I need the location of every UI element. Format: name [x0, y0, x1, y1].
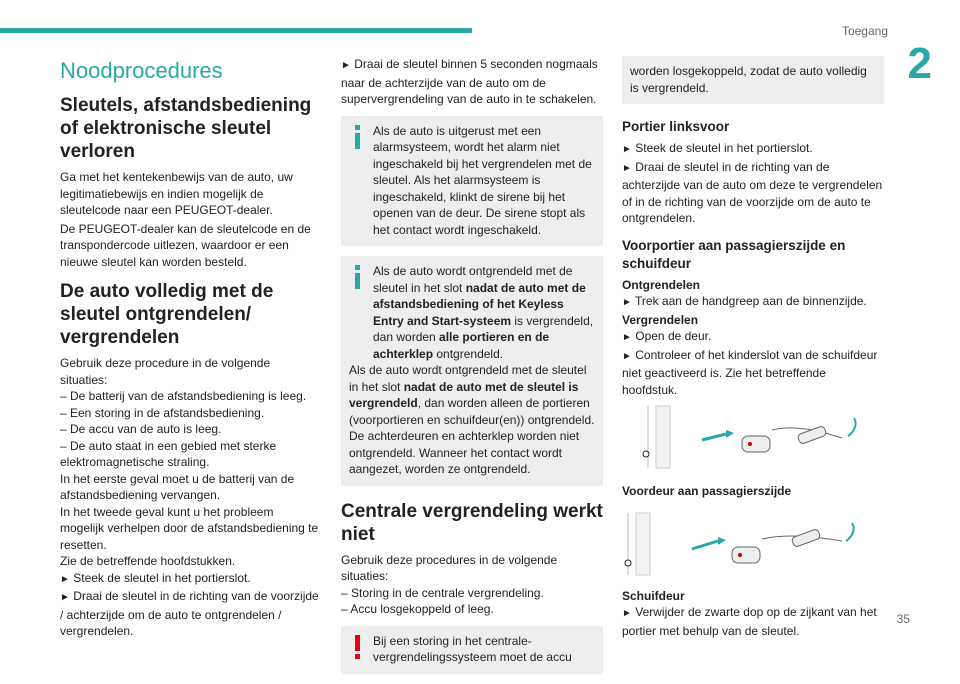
step: ► Steek de sleutel in het portierslot. — [622, 141, 813, 155]
arrow-icon: ► — [60, 592, 70, 603]
arrow-icon: ► — [60, 573, 70, 585]
step: ► Controleer of het kinderslot van de schuifdeur niet geactiveerd is. Zie het betreffende hoofdstuk. — [622, 347, 878, 397]
arrow-icon: ► — [622, 297, 632, 308]
paragraph: Gebruik deze procedures in de volgende situaties: — [341, 552, 558, 583]
column-2 — [341, 56, 603, 684]
header-accent-bar — [0, 28, 472, 33]
step: ► Open de deur. — [622, 329, 712, 343]
subheading: Vergrendelen — [622, 312, 699, 327]
heading-passenger-door: Voorportier aan passagierszijde en schuifdeur — [622, 237, 846, 271]
list-item: – Storing in de centrale vergrendeling. — [341, 585, 544, 600]
paragraph: Ga met het kentekenbewijs van de auto, uw legitimatiebewijs en indien mogelijk de sleutelcode naar een PEUGEOT-dealer. — [60, 170, 293, 217]
paragraph: In het eerste geval moet u de batterij van de afstandsbediening vervangen. — [60, 471, 295, 502]
sliding-door-illustration — [622, 511, 862, 577]
subheading: Schuifdeur — [622, 588, 685, 603]
arrow-icon: ► — [622, 332, 632, 343]
info-icon — [349, 265, 367, 289]
heading-lock-with-key: De auto volledig met de sleutel ontgrendelen/ vergrendelen — [60, 281, 274, 348]
info-note-text: De achterdeuren en achterklep worden niet ontgrendeld. Wanneer het contact wordt aangezet, worden ze ontgrendeld. — [349, 429, 580, 476]
warning-note-continued — [622, 56, 884, 104]
list-item: – De batterij van de afstandsbediening is leeg. — [60, 389, 307, 403]
paragraph: De PEUGEOT-dealer kan de sleutelcode en de transpondercode uitlezen, waardoor er een nieuwe sleutel kan worden besteld. — [60, 221, 311, 269]
page-number: 35 — [896, 612, 910, 626]
heading-left-front-door: Portier linksvoor — [622, 119, 730, 134]
heading-lost-keys: Sleutels, afstandsbediening of elektronische sleutel verloren — [60, 95, 312, 162]
arrow-icon: ► — [341, 60, 351, 71]
list-item: – De auto staat in een gebied met sterke elektromagnetische straling. — [60, 438, 277, 469]
paragraph: Gebruik deze procedure in de volgende situaties: — [60, 356, 271, 387]
step: ► Draai de sleutel in de richting van de achterzijde van de auto om deze te vergrendelen of in de richting van de voorzijde om de auto te ontgrendelen. — [622, 159, 883, 225]
arrow-icon: ► — [622, 144, 632, 155]
list-item: – Accu losgekoppeld of leeg. — [341, 602, 494, 616]
warning-note-text: Bij een storing in het centrale-vergrendelingssysteem moet de accu — [373, 633, 572, 664]
arrow-icon: ► — [622, 350, 632, 362]
step: ► Steek de sleutel in het portierslot. — [60, 570, 251, 585]
info-note-text: Als de auto is uitgerust met een alarmsysteem, wordt het alarm niet ingeschakeld bij het vergrendelen met de sleutel. Als het alarmsysteem is ingeschakeld, klinkt de sirene bij het openen van de deur. De sirene stopt als het contact wordt ingeschakeld. — [373, 123, 592, 237]
info-note-text: Als de auto wordt ontgrendeld met de sleutel in het slot nadat de auto met de sleutel is vergrendeld, dan worden alleen de portieren (voorportieren en schuifdeur(en)) ontgrendeld. — [349, 363, 595, 427]
door-lock-illustration — [622, 404, 862, 470]
subheading: Ontgrendelen — [622, 277, 701, 292]
list-item: – Een storing in de afstandsbediening. — [60, 405, 265, 420]
step: ► Draai de sleutel binnen 5 seconden nogmaals naar de achterzijde van de auto om de supervergrendeling van de auto in te schakelen. — [341, 57, 598, 106]
arrow-icon: ► — [622, 162, 632, 174]
paragraph: Zie de betreffende hoofdstukken. — [60, 554, 236, 568]
warning-note-text: worden losgekoppeld, zodat de auto volledig is vergrendeld. — [630, 64, 867, 95]
heading-central-locking: Centrale vergrendeling werkt niet — [341, 500, 603, 545]
column-3 — [622, 56, 884, 639]
step: ► Trek aan de handgreep aan de binnenzijde. — [622, 294, 867, 308]
step: ► Verwijder de zwarte dop op de zijkant van het portier met behulp van de sleutel. — [622, 605, 877, 638]
page-title: Noodprocedures — [60, 58, 223, 83]
info-note-text: Als de auto wordt ontgrendeld met de sleutel in het slot nadat de auto met de afstandsbediening of het Keyless Entry and Start-systeem is vergrendeld, dan worden alle portieren en de achterklep ontgrendeld. — [373, 264, 594, 361]
info-note — [341, 256, 603, 486]
illustration-caption: Voordeur aan passagierszijde — [622, 483, 792, 498]
info-icon — [349, 125, 367, 149]
list-item: – De accu van de auto is leeg. — [60, 422, 222, 436]
arrow-icon: ► — [622, 608, 632, 619]
info-note — [341, 116, 603, 247]
warning-note — [341, 626, 603, 674]
step: ► Draai de sleutel in de richting van de voorzijde / achterzijde om de auto te ontgrendelen / vergrendelen. — [60, 589, 319, 638]
paragraph: In het tweede geval kunt u het probleem mogelijk verhelpen door de afstandsbediening te resetten. — [60, 504, 319, 552]
warning-icon — [349, 635, 367, 659]
column-1 — [60, 56, 320, 640]
section-title: Toegang — [841, 24, 888, 38]
chapter-number: 2 — [907, 39, 932, 88]
